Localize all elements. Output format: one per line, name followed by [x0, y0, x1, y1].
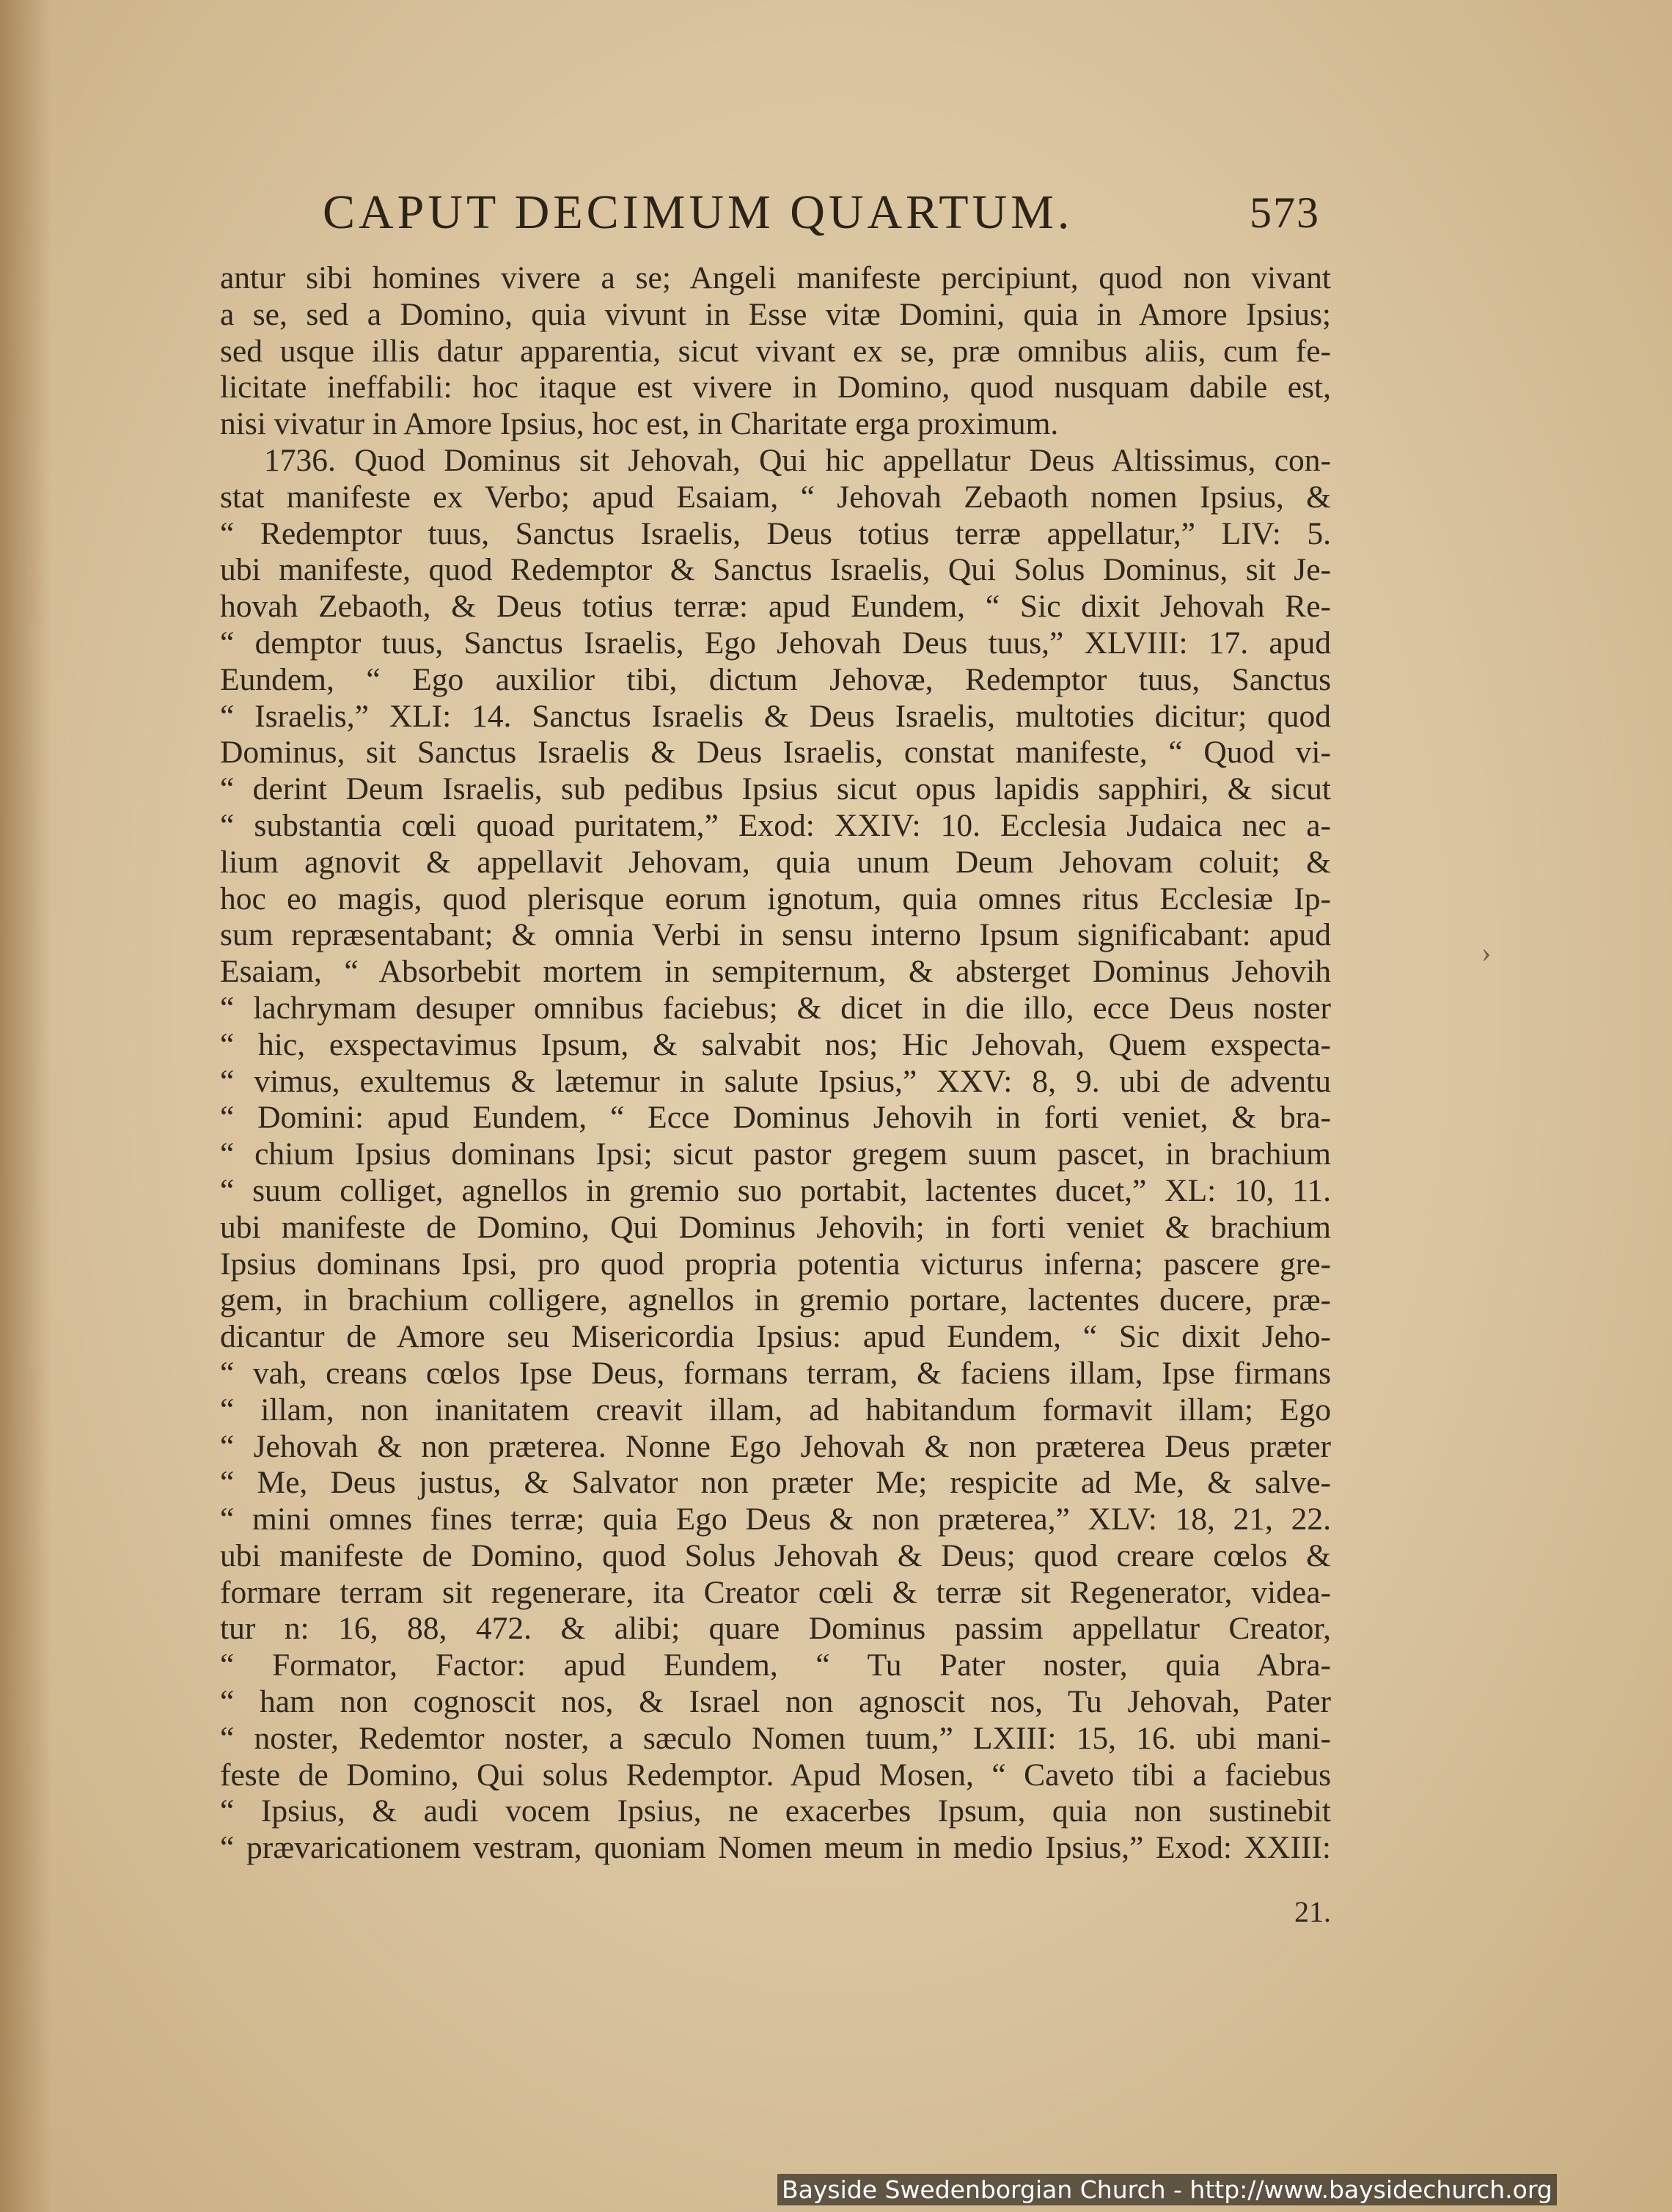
text-line: dicantur de Amore seu Misericordia Ipsius: apud Eundem, “ Sic dixit Jeho-: [220, 1319, 1331, 1355]
text-line: ubi manifeste de Domino, quod Solus Jehovah & Deus; quod creare cœlos &: [220, 1537, 1331, 1573]
text-line: “ mini omnes fines terræ; quia Ego Deus & non præterea,” XLV: 18, 21, 22.: [220, 1502, 1331, 1537]
text-line: hoc eo magis, quod plerisque eorum ignotum, quia omnes ritus Ecclesiæ Ip-: [220, 881, 1331, 916]
text-line: gem, in brachium colligere, agnellos in gremio portare, lactentes ducere, præ-: [220, 1282, 1331, 1318]
text-line: “ chium Ipsius dominans Ipsi; sicut pastor gregem suum pascet, in brachium: [220, 1136, 1331, 1172]
text-line: a se, sed a Domino, quia vivunt in Esse vitæ Domini, quia in Amore Ipsius;: [220, 296, 1331, 332]
watermark-footer: Bayside Swedenborgian Church - http://www.baysidechurch.org: [777, 2174, 1557, 2205]
text-line: lium agnovit & appellavit Jehovam, quia unum Deum Jehovam coluit; &: [220, 844, 1331, 880]
text-line: “ hic, exspectavimus Ipsum, & salvabit nos; Hic Jehovah, Quem exspecta-: [220, 1026, 1331, 1062]
text-line: “ Redemptor tuus, Sanctus Israelis, Deus totius terræ appellatur,” LIV: 5.: [220, 515, 1331, 551]
text-line: “ prævaricationem vestram, quoniam Nomen meum in medio Ipsius,” Exod: XXIII:: [220, 1830, 1331, 1866]
text-line: sed usque illis datur apparentia, sicut vivant ex se, præ omnibus aliis, cum fe-: [220, 333, 1331, 369]
text-line: tur n: 16, 88, 472. & alibi; quare Dominus passim appellatur Creator,: [220, 1611, 1331, 1647]
body-text: [220, 260, 1331, 1867]
text-line: “ Jehovah & non præterea. Nonne Ego Jehovah & non præterea Deus præter: [220, 1428, 1331, 1464]
text-line: nisi vivatur in Amore Ipsius, hoc est, in Charitate erga proximum.: [220, 406, 1059, 442]
text-line: stat manifeste ex Verbo; apud Esaiam, “ Jehovah Zebaoth nomen Ipsius, &: [220, 479, 1331, 515]
text-line: “ Israelis,” XLI: 14. Sanctus Israelis & Deus Israelis, multoties dicitur; quod: [220, 698, 1331, 734]
margin-mark: ›: [1481, 936, 1492, 969]
text-line: licitate ineffabili: hoc itaque est vivere in Domino, quod nusquam dabile est,: [220, 370, 1331, 405]
text-line: hovah Zebaoth, & Deus totius terræ: apud Eundem, “ Sic dixit Jehovah Re-: [220, 589, 1331, 625]
text-line: formare terram sit regenerare, ita Creator cœli & terræ sit Regenerator, videa-: [220, 1574, 1331, 1610]
text-line: “ suum colliget, agnellos in gremio suo portabit, lactentes ducet,” XL: 10, 11.: [220, 1172, 1331, 1208]
text-line: “ substantia cœli quoad puritatem,” Exod: XXIV: 10. Ecclesia Judaica nec a-: [220, 807, 1331, 843]
text-line: “ Ipsius, & audi vocem Ipsius, ne exacerbes Ipsum, quia non sustinebit: [220, 1793, 1331, 1829]
text-line: sum repræsentabant; & omnia Verbi in sensu interno Ipsum significabant: apud: [220, 917, 1331, 953]
text-line: “ Domini: apud Eundem, “ Ecce Dominus Jehovih in forti veniet, & bra-: [220, 1100, 1331, 1136]
text-line: ubi manifeste, quod Redemptor & Sanctus Israelis, Qui Solus Dominus, sit Je-: [220, 552, 1331, 588]
running-title: CAPUT DECIMUM QUARTUM.: [323, 185, 1074, 239]
page-header: [323, 185, 1320, 251]
text-line: “ Formator, Factor: apud Eundem, “ Tu Pater noster, quia Abra-: [220, 1647, 1331, 1683]
text-line: “ noster, Redemtor noster, a sæculo Nomen tuum,” LXIII: 15, 16. ubi mani-: [220, 1720, 1331, 1756]
text-line: “ vah, creans cœlos Ipse Deus, formans terram, & faciens illam, Ipse firmans: [220, 1355, 1331, 1391]
text-line: “ ham non cognoscit nos, & Israel non agnoscit nos, Tu Jehovah, Pater: [220, 1684, 1331, 1720]
page-number: 573: [1250, 188, 1320, 237]
text-line: antur sibi homines vivere a se; Angeli manifeste percipiunt, quod non vivant: [220, 260, 1331, 295]
text-line: Eundem, “ Ego auxilior tibi, dictum Jehovæ, Redemptor tuus, Sanctus: [220, 661, 1331, 697]
text-line: Dominus, sit Sanctus Israelis & Deus Israelis, constat manifeste, “ Quod vi-: [220, 735, 1331, 771]
text-line: 1736. Quod Dominus sit Jehovah, Qui hic appellatur Deus Altissimus, con-: [264, 442, 1331, 478]
text-line: “ Me, Deus justus, & Salvator non præter Me; respicite ad Me, & salve-: [220, 1465, 1331, 1501]
catchword: 21.: [1294, 1895, 1331, 1928]
text-line: Ipsius dominans Ipsi, pro quod propria potentia victurus inferna; pascere gre-: [220, 1246, 1331, 1282]
page-gutter-shadow: [0, 0, 51, 2212]
text-line: “ vimus, exultemus & lætemur in salute Ipsius,” XXV: 8, 9. ubi de adventu: [220, 1063, 1331, 1099]
text-line: “ derint Deum Israelis, sub pedibus Ipsius sicut opus lapidis sapphiri, & sicut: [220, 771, 1331, 807]
text-line: feste de Domino, Qui solus Redemptor. Apud Mosen, “ Caveto tibi a faciebus: [220, 1757, 1331, 1793]
text-line: “ illam, non inanitatem creavit illam, ad habitandum formavit illam; Ego: [220, 1392, 1331, 1427]
text-line: ubi manifeste de Domino, Qui Dominus Jehovih; in forti veniet & brachium: [220, 1209, 1331, 1245]
text-line: Esaiam, “ Absorbebit mortem in sempiternum, & absterget Dominus Jehovih: [220, 954, 1331, 990]
text-line: “ lachrymam desuper omnibus faciebus; & dicet in die illo, ecce Deus noster: [220, 990, 1331, 1026]
text-line: “ demptor tuus, Sanctus Israelis, Ego Jehovah Deus tuus,” XLVIII: 17. apud: [220, 625, 1331, 661]
